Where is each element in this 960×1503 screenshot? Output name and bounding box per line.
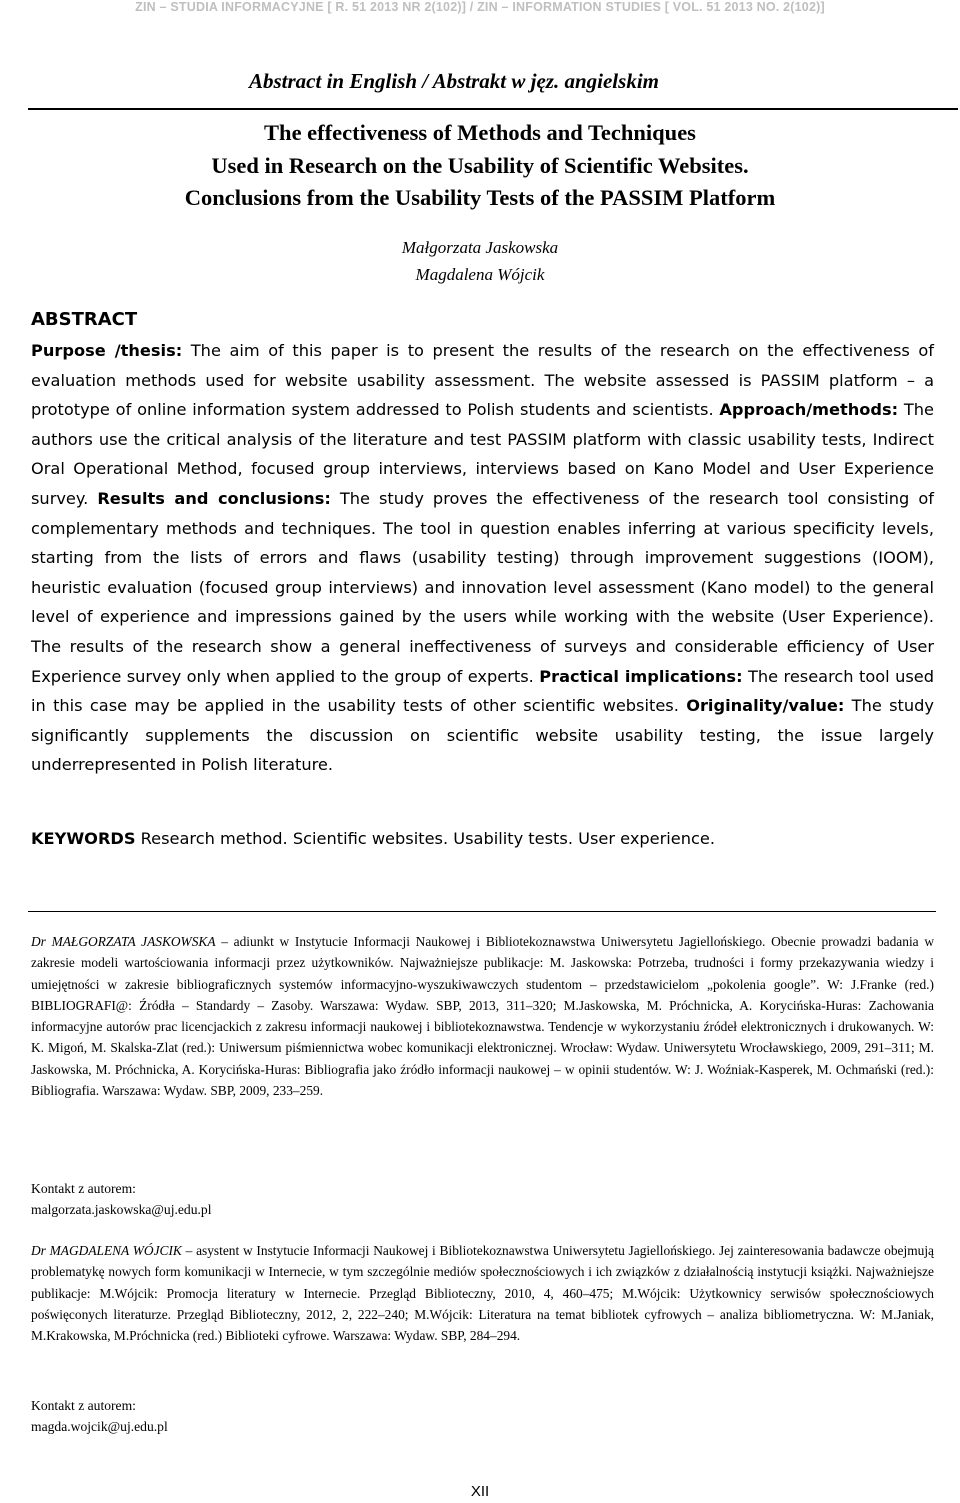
page-number: XII: [470, 1483, 490, 1500]
abstract-body: [31, 336, 934, 780]
contact-email[interactable]: magda.wojcik@uj.edu.pl: [31, 1419, 168, 1434]
originality-label: Originality/value:: [686, 696, 845, 716]
top-rule: [28, 108, 958, 110]
title-line-1: The effectiveness of Methods and Techniques: [264, 120, 696, 145]
results-label: Results and conclusions:: [97, 488, 331, 508]
keywords: [31, 829, 715, 848]
originality-text: The study significantly supplements the discussion on scientific website usability testing, the issue largely underrepresented in Polish literature.: [31, 696, 934, 775]
author-note-name: Dr MAŁGORZATA JASKOWSKA: [31, 934, 216, 949]
author-note-name: Dr MAGDALENA WÓJCIK: [31, 1243, 182, 1258]
results-text: The study proves the effectiveness of the research tool consisting of complementary methods and techniques. The tool in question enables inferring at various specificity levels, starting from the lists of errors and flaws (usability testing) through improvement suggestions (IOOM), heuristic evaluation (focused group interviews) and innovation level assessment (Kano model) to the general level of experience and impressions gained by the users while working with the website (User Experience). The results of the research show a general ineffectiveness of surveys and considerable efficiency of User Experience survey only when applied to the group of experts.: [31, 488, 934, 686]
author-note-2: [31, 1240, 934, 1346]
purpose-text: The aim of this paper is to present the results of the research on the effectiveness of evaluation methods used for website usability assessment. The website assessed is PASSIM platform – a prototype of online information system addressed to Polish students and scientists.: [31, 341, 934, 420]
contact-block-1: [31, 1178, 212, 1220]
contact-block-2: [31, 1395, 168, 1437]
footnote-rule: [28, 911, 936, 912]
running-header: ZIN – STUDIA INFORMACYJNE [ R. 51 2013 NR 2(102)] / ZIN – INFORMATION STUDIES [ VOL. 51 2013 NO. 2(102)]: [135, 0, 825, 14]
author-note-1: [31, 931, 934, 1101]
abstract-heading: ABSTRACT: [31, 309, 138, 330]
title-line-2: Used in Research on the Usability of Scientific Websites.: [211, 152, 749, 178]
contact-label: Kontakt z autorem:: [31, 1181, 136, 1196]
contact-label: Kontakt z autorem:: [31, 1398, 136, 1413]
approach-label: Approach/methods:: [719, 400, 899, 420]
contact-email[interactable]: malgorzata.jaskowska@uj.edu.pl: [31, 1202, 212, 1217]
title-line-3: Conclusions from the Usability Tests of the PASSIM Platform: [184, 185, 776, 210]
section-label: Abstract in English / Abstrakt w jęz. angielskim: [249, 69, 659, 93]
author-note-bio: – asystent w Instytucie Informacji Naukowej i Bibliotekoznawstwa Uniwersytetu Jagiellońskiego. Jej zainteresowania badawcze obejmują problematykę nowych form komunikacji w Internecie, w tym szczególnie mediów społecznościowych i ich związków z działalnością instytucji książki. Najważniejsze publikacje: M.Wójcik: Promocja literatury w Internecie. Przegląd Biblioteczny, 2010, 4, 460–475; M.Wójcik: Użytkownicy serwisów społecznościowych poświęconych literaturze. Przegląd Biblioteczny, 2012, 2, 222–240; M.Wójcik: Literatura na temat bibliotek cyfrowych – analiza bibliometryczna. W: M.Janiak, M.Krakowska, M.Próchnicka (red.) Biblioteki cyfrowe. Warszawa: Wydaw. SBP, 284–294.: [31, 1243, 934, 1344]
implications-text: The research tool used in this case may be applied in the usability tests of other scientific websites.: [31, 666, 934, 716]
paper-title: [0, 117, 960, 215]
author-note-bio: – adiunkt w Instytucie Informacji Naukowej i Bibliotekoznawstwa Uniwersytetu Jagiellońskiego. Obecnie prowadzi badania w zakresie modeli wartościowania informacji przez użytkowników. Najważniejsze publikacje: M. Jaskowska: Potrzeba, trudności i formy przekazywania wiedzy i umiejętności w zakresie bibliograficznych systemów informacyjno-wyszukiwawczych studentom – przedstawicielom „pokolenia google”. W: J.Franke (red.) BIBLIOGRAFI@: Źródła – Standardy – Zasoby. Warszawa: Wydaw. SBP, 2013, 311–320; M.Jaskowska, M. Próchnicka, A. Korycińska-Huras: Zachowania informacyjne autorów prac licencjackich z zakresu informacji naukowej i bibliotekoznawstwa. Tendencje w wykorzystaniu źródeł elektronicznych i drukowanych. W: K. Migoń, M. Skalska-Zlat (red.): Uniwersum piśmiennictwa wobec komunikacji elektronicznej. Wrocław: Wydaw. Uniwersytetu Wrocławskiego, 2009, 291–311; M. Jaskowska, M. Próchnicka, A. Korycińska-Huras: Bibliografia jako źródło informacji naukowej – w opinii studentów. W: J. Woźniak-Kasperek, M. Ochmański (red.): Bibliografia. Warszawa: Wydaw. SBP, 2009, 233–259.: [31, 934, 934, 1099]
implications-label: Practical implications:: [539, 666, 743, 686]
purpose-label: Purpose /thesis:: [31, 341, 183, 360]
keywords-text: Research method. Scientific websites. Usability tests. User experience.: [135, 829, 716, 848]
author-name: Magdalena Wójcik: [415, 265, 545, 284]
keywords-label: KEYWORDS: [31, 829, 136, 848]
author-list: [0, 234, 960, 288]
author-name: Małgorzata Jaskowska: [401, 238, 559, 257]
approach-text: The authors use the critical analysis of the literature and test PASSIM platform with classic usability tests, Indirect Oral Operational Method, focused group interviews, interviews based on Kano Model and User Experience survey.: [31, 400, 934, 508]
